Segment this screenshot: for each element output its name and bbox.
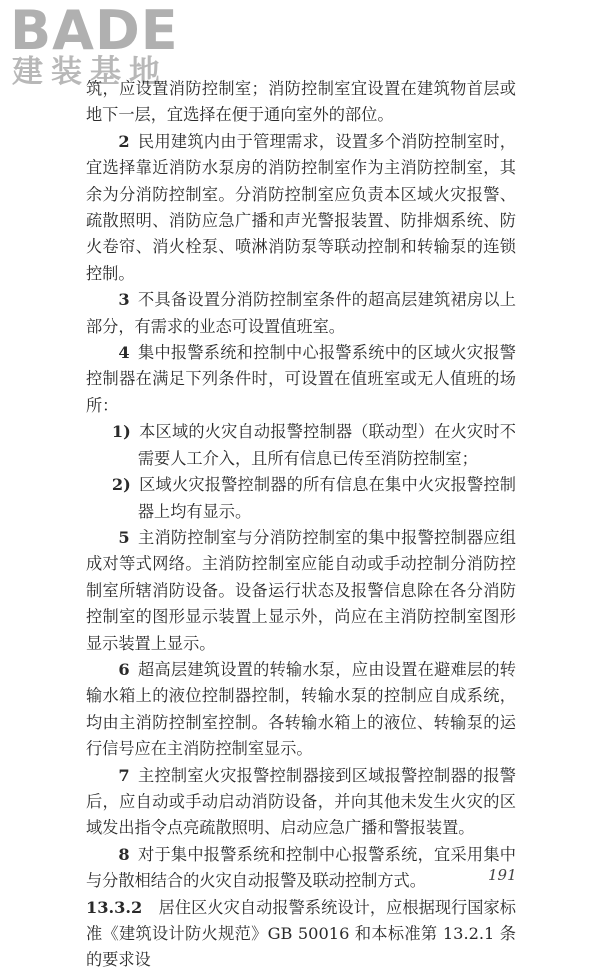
paragraph-number: 1) (111, 422, 131, 442)
paragraph-text: 民用建筑内由于管理需求，设置多个消防控制室时，宜选择靠近消防水泵房的消防控制室作为主消防控制室，其余为分消防控制室。分消防控制室应负责本区域火灾报警、疏散照明、消防应急广播和声光警报装置、防排烟系统、防火卷帘、消火栓泵、喷淋消防泵等联动控制和转输泵的连锁控制。 (86, 131, 516, 283)
paragraph-subitem (86, 472, 516, 525)
paragraph-item (86, 129, 516, 287)
paragraph-text: 筑，应设置消防控制室；消防控制室宜设置在建筑物首层或地下一层，宜选择在便于通向室外的部位。 (86, 79, 516, 125)
paragraph-number: 5 (118, 527, 130, 547)
watermark-subtitle: 建装基地 (12, 54, 168, 90)
paragraph-text: 超高层建筑设置的转输水泵，应由设置在避难层的转输水箱上的液位控制器控制，转输水泵的控制应自成系统，均由主消防控制室控制。各转输水箱上的液位、转输泵的运行信号应在主消防控制室显示。 (86, 659, 516, 759)
paragraph-number: 6 (118, 659, 130, 679)
paragraph-item (86, 842, 516, 895)
paragraph-number: 3 (118, 290, 130, 310)
paragraph-text: 本区域的火灾自动报警控制器（联动型）在火灾时不需要人工介入，且所有信息已传至消防控制室； (137, 422, 516, 468)
paragraph-number: 7 (118, 765, 130, 785)
paragraph-subitem (86, 419, 516, 472)
paragraph-section (86, 895, 516, 974)
paragraph-text: 集中报警系统和控制中心报警系统中的区域火灾报警控制器在满足下列条件时，可设置在值班室或无人值班的场所： (86, 343, 516, 415)
paragraph-number: 8 (118, 844, 130, 864)
paragraph-text: 不具备设置分消防控制室条件的超高层建筑裙房以上部分，有需求的业态可设置值班室。 (86, 290, 516, 336)
paragraph-text: 区域火灾报警控制器的所有信息在集中火灾报警控制器上均有显示。 (137, 475, 516, 521)
paragraph-text: 主消防控制室与分消防控制室的集中报警控制器应组成对等式网络。主消防控制室应能自动或手动控制分消防控制室所辖消防设备。设备运行状态及报警信息除在各分消防控制室的图形显示装置上显示外，尚应在主消防控制室图形显示装置上显示。 (86, 527, 516, 653)
paragraph-text: 居住区火灾自动报警系统设计，应根据现行国家标准《建筑设计防火规范》GB 50016 和本标准第 13.2.1 条的要求设 (86, 897, 516, 970)
paragraph-item (86, 340, 516, 419)
paragraph-number: 13.3.2 (86, 897, 143, 917)
paragraph-item (86, 763, 516, 842)
document-body (86, 76, 516, 974)
paragraph-item (86, 657, 516, 763)
paragraph-item (86, 525, 516, 657)
paragraph-item (86, 76, 516, 129)
page-number: 191 (488, 866, 517, 884)
paragraph-text: 对于集中报警系统和控制中心报警系统，宜采用集中与分散相结合的火灾自动报警及联动控制方式。 (86, 844, 516, 891)
paragraph-text: 主控制室火灾报警控制器接到区域报警控制器的报警后，应自动或手动启动消防设备，并向其他未发生火灾的区域发出指令点亮疏散照明、启动应急广播和警报装置。 (86, 765, 516, 838)
paragraph-item (86, 287, 516, 340)
watermark-brand: BADE (10, 0, 179, 62)
paragraph-number: 4 (118, 343, 130, 363)
paragraph-number: 2) (111, 475, 131, 495)
paragraph-number: 2 (118, 131, 130, 151)
